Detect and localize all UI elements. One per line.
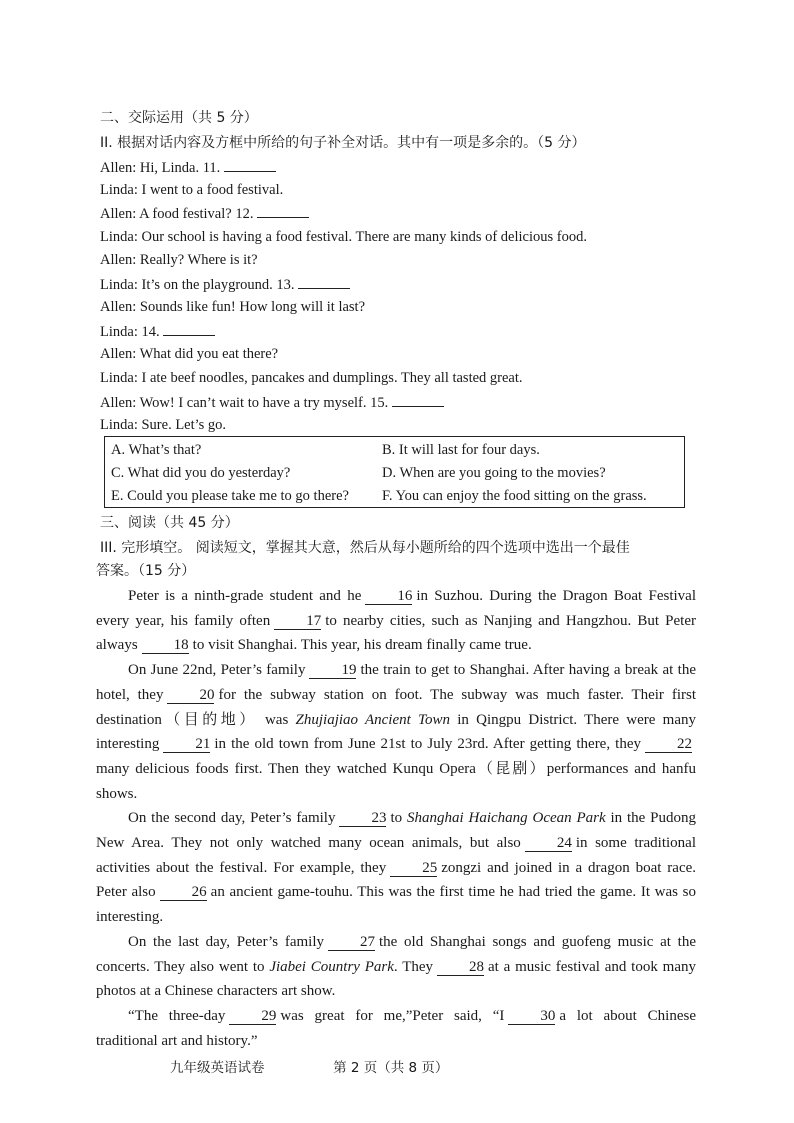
blank-11[interactable]: [224, 157, 276, 172]
option-f: F. You can enjoy the food sitting on the grass.: [382, 488, 647, 504]
blank-20[interactable]: 20: [167, 688, 214, 704]
option-d: D. When are you going to the movies?: [382, 465, 606, 481]
dialogue-line-1: Allen: Hi, Linda. 11.: [100, 157, 276, 178]
dialogue-line-6: Linda: It’s on the playground. 13.: [100, 274, 350, 295]
dialogue-line-12: Linda: Sure. Let’s go.: [100, 417, 227, 433]
paragraph-2: On June 22nd, Peter’s family 19 the train to get to Shanghai. After having a break at the hotel, they 20 for the subway station on foot. The subway was much faster. Their first destination（目的地） was Zhujiajiao Ancient Town in Qingpu District. There were many interesting 21 in the old town from June 21st to July 23rd. After getting there, they 22many delicious foods first. Then they watched Kunqu Opera（昆剧）performances and hanfu shows.: [96, 662, 696, 802]
blank-19[interactable]: 19: [309, 663, 356, 679]
blank-16[interactable]: 16: [365, 589, 412, 605]
cloze-passage: [96, 584, 696, 1053]
blank-22[interactable]: 22: [645, 737, 692, 753]
blank-28[interactable]: 28: [437, 960, 484, 976]
dialogue-line-4: Linda: Our school is having a food festival. There are many kinds of delicious food.: [100, 229, 587, 245]
blank-12[interactable]: [257, 203, 309, 218]
dialogue-line-9: Allen: What did you eat there?: [100, 346, 279, 362]
page-footer: [170, 1056, 448, 1076]
section2-title: 二、交际运用（共 5 分）: [100, 110, 258, 126]
blank-15[interactable]: [392, 392, 444, 407]
blank-21[interactable]: 21: [163, 737, 210, 753]
dialogue-line-5: Allen: Really? Where is it?: [100, 252, 258, 268]
blank-29[interactable]: 29: [229, 1009, 276, 1025]
blank-14[interactable]: [163, 321, 215, 336]
blank-30[interactable]: 30: [508, 1009, 555, 1025]
option-a: A. What’s that?: [111, 442, 202, 458]
options-box: [104, 436, 685, 508]
blank-23[interactable]: 23: [339, 811, 386, 827]
option-e: E. Could you please take me to go there?: [111, 488, 349, 504]
option-b: B. It will last for four days.: [382, 442, 540, 458]
dialogue-line-2: Linda: I went to a food festival.: [100, 182, 284, 198]
blank-27[interactable]: 27: [328, 935, 375, 951]
paragraph-3: On the second day, Peter’s family 23 to Shanghai Haichang Ocean Park in the Pudong New Area. They not only watched many ocean animals, but also 24 in some traditional activities about the festival. For example, they 25 zongzi and joined in a dragon boat race. Peter also 26 an ancient game-touhu. This was the first time he had tried the game. It was so interesting.: [96, 810, 697, 926]
blank-24[interactable]: 24: [525, 836, 572, 852]
dialogue-line-7: Allen: Sounds like fun! How long will it last?: [100, 299, 366, 315]
dialogue-line-8: Linda: 14.: [100, 321, 215, 342]
blank-17[interactable]: 17: [274, 614, 321, 630]
dialogue-line-3: Allen: A food festival? 12.: [100, 203, 309, 224]
blank-13[interactable]: [298, 274, 350, 289]
paragraph-5: “The three-day 29 was great for me,”Peter said, “I 30 a lot about Chinese traditional art and history.”: [96, 1007, 696, 1049]
blank-18[interactable]: 18: [142, 638, 189, 654]
dialogue-line-10: Linda: I ate beef noodles, pancakes and dumplings. They all tasted great.: [100, 370, 523, 386]
footer-page-number: 第 2 页（共 8 页）: [333, 1060, 449, 1076]
section3-instruction-2: 答案。（15 分）: [96, 563, 196, 579]
section3-instruction-1: III. 完形填空。 阅读短文，掌握其大意，然后从每小题所给的四个选项中选出一个最佳: [100, 540, 630, 556]
dialogue-line-11: Allen: Wow! I can’t wait to have a try myself. 15.: [100, 392, 444, 413]
section3-title: 三、阅读（共 45 分）: [100, 515, 239, 531]
paragraph-1: Peter is a ninth-grade student and he 16 in Suzhou. During the Dragon Boat Festival every year, his family often 17 to nearby cities, such as Nanjing and Hangzhou. But Peter always 18 to visit Shanghai. This year, his dream finally came true.: [96, 588, 696, 654]
paragraph-4: On the last day, Peter’s family 27 the old Shanghai songs and guofeng music at the concerts. They also went to Jiabei Country Park. They 28 at a music festival and took many photos at a Chinese characters art show.: [96, 933, 696, 1000]
blank-26[interactable]: 26: [160, 885, 207, 901]
section2-instruction: II. 根据对话内容及方框中所给的句子补全对话。其中有一项是多余的。（5 分）: [100, 135, 586, 151]
footer-exam-name: 九年级英语试卷: [170, 1060, 265, 1076]
blank-25[interactable]: 25: [390, 861, 437, 877]
option-c: C. What did you do yesterday?: [111, 465, 291, 481]
